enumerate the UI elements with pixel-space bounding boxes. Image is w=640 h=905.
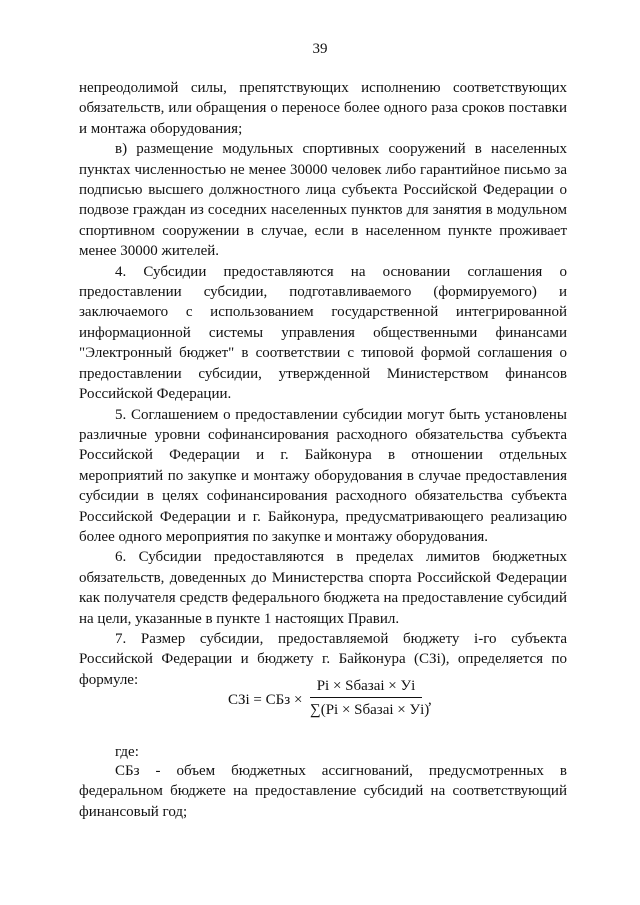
- formula-denominator: ∑(Pi × Sбазаi × Уi): [310, 702, 430, 718]
- paragraph: непреодолимой силы, препятствующих исполнению соответствующих обязательств, или обращения о переносе более одного раза сроков поставки и монтажа оборудования;: [79, 80, 567, 137]
- subsidy-formula: [228, 676, 488, 724]
- formula-numerator: Pi × Sбазаi × Уi: [316, 678, 416, 694]
- paragraph: 4. Субсидии предоставляются на основании соглашения о предоставлении субсидии, подготавливаемого (формируемого) и заключаемого с использованием государственной интегрированной информационной системы управления общественными финансами "Электронный бюджет" в соответствии с типовой формой соглашения о предоставлении субсидии, утвержденной Министерством финансов Российской Федерации.: [79, 263, 567, 403]
- paragraph: 6. Субсидии предоставляются в пределах лимитов бюджетных обязательств, доведенных до Министерства спорта Российской Федерации как получателя средств федерального бюджета на предоставление субсидий на цели, указанные в пункте 1 настоящих Правил.: [79, 549, 567, 627]
- page-number: 39: [312, 41, 328, 57]
- definition-item: СБз - объем бюджетных ассигнований, предусмотренных в федеральном бюджете на предоставление субсидий на соответствующий финансовый год;: [79, 763, 567, 820]
- definitions: [79, 761, 567, 822]
- body-text: [79, 78, 567, 690]
- where-label: где:: [115, 744, 139, 760]
- paragraph: 7. Размер субсидии, предоставляемой бюджету i-го субъекта Российской Федерации и бюджету г. Байконура (СЗi), определяется по формуле:: [79, 630, 567, 688]
- paragraph: в) размещение модульных спортивных сооружений в населенных пунктах численностью не менее 30000 человек либо гарантийное письмо за подписью высшего должностного лица субъекта Российской Федерации о подвозе граждан из соседних населенных пунктов для занятия в модульном спортивном сооружении в случае, если в населенном пункте проживает менее 30000 жителей.: [79, 141, 567, 260]
- formula-trailing-comma: ,: [428, 692, 432, 708]
- paragraph: 5. Соглашением о предоставлении субсидии могут быть установлены различные уровни софинансирования расходного обязательства субъекта Российской Федерации и г. Байконура в отношении отдельных мероприятий по закупке и монтажу оборудования в случае предоставления субсидии в целях софинансирования расходного обязательства субъекта Российской Федерации и г. Байконура, предусматривающего реализацию более одного мероприятия по закупке и монтажу оборудования.: [79, 406, 567, 545]
- fraction-bar: [310, 697, 422, 698]
- formula-lhs: СЗi = СБз ×: [228, 692, 303, 708]
- formula-fraction: [310, 676, 430, 720]
